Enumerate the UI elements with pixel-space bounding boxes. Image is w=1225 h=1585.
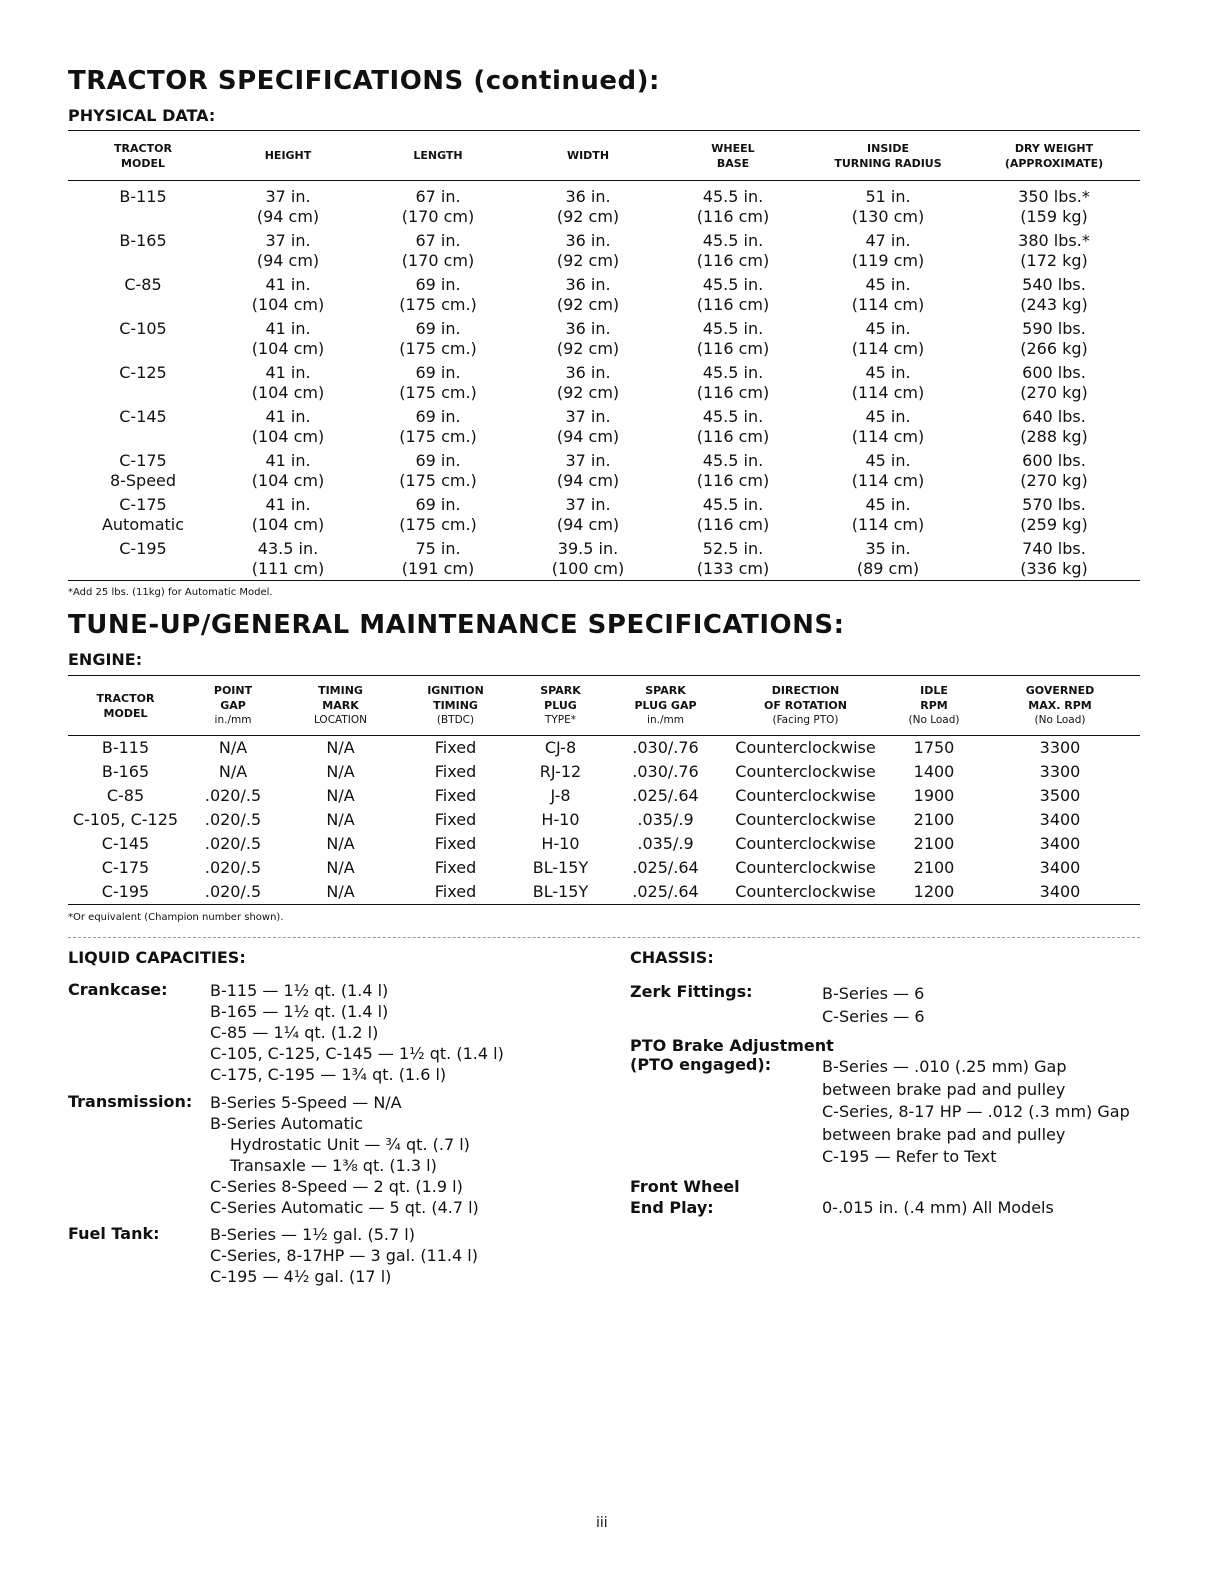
cell-idle-rpm: 1200 xyxy=(913,882,955,901)
cell-spark-plug-type: BL-15Y xyxy=(532,858,589,877)
cell-length: 69 in. (175 cm.) xyxy=(399,406,477,446)
header-width: WIDTH xyxy=(518,131,658,181)
table-row xyxy=(68,229,1140,273)
cell-governed-rpm: 3400 xyxy=(1039,858,1081,877)
header-tractor-model: TRACTOR MODEL xyxy=(68,676,183,736)
cell-weight: 570 lbs. (259 kg) xyxy=(1020,494,1088,534)
table-row xyxy=(68,317,1140,361)
cell-model: C-145 xyxy=(119,406,167,426)
cell-radius: 45 in. (114 cm) xyxy=(851,494,925,534)
list-item: C-Series — 6 xyxy=(822,1007,925,1026)
header-height: HEIGHT xyxy=(218,131,358,181)
physical-footnote: *Add 25 lbs. (11kg) for Automatic Model. xyxy=(68,587,273,598)
cell-height: 37 in. (94 cm) xyxy=(256,187,320,226)
engine-heading: ENGINE: xyxy=(68,650,143,669)
cell-spark-plug-gap: .025/.64 xyxy=(632,858,699,877)
cell-base: 45.5 in. (116 cm) xyxy=(696,362,770,402)
cell-height: 41 in. (104 cm) xyxy=(251,362,325,402)
cell-tractor-model: B-115 xyxy=(101,738,150,757)
cell-direction-rotation: Counterclockwise xyxy=(735,738,876,757)
cell-length: 69 in. (175 cm.) xyxy=(399,274,477,314)
cell-model: C-105 xyxy=(119,318,167,338)
crankcase-label: Crankcase: xyxy=(68,980,168,999)
cell-timing-mark: N/A xyxy=(326,882,355,901)
cell-idle-rpm: 1400 xyxy=(913,762,955,781)
list-item: C-Series, 8-17 HP — .012 (.3 mm) Gap xyxy=(822,1102,1130,1121)
table-row xyxy=(68,784,1140,808)
list-item: C-195 — Refer to Text xyxy=(822,1147,997,1166)
cell-timing-mark: N/A xyxy=(326,738,355,757)
cell-ignition-timing: Fixed xyxy=(434,858,477,877)
cell-idle-rpm: 2100 xyxy=(913,834,955,853)
list-item: B-Series 5-Speed — N/A xyxy=(210,1093,402,1112)
cell-width: 37 in. (94 cm) xyxy=(556,494,620,534)
cell-spark-plug-gap: .035/.9 xyxy=(637,834,694,853)
cell-tractor-model: C-145 xyxy=(101,834,150,853)
table-row xyxy=(68,405,1140,449)
cell-model: C-125 xyxy=(119,362,167,382)
table-row xyxy=(68,736,1140,761)
maintenance-title: TUNE-UP/GENERAL MAINTENANCE SPECIFICATIONS: xyxy=(68,610,845,640)
cell-base: 45.5 in. (116 cm) xyxy=(696,450,770,490)
cell-height: 37 in. (94 cm) xyxy=(256,230,320,270)
cell-spark-plug-gap: .025/.64 xyxy=(632,882,699,901)
front-wheel-value: 0-.015 in. (.4 mm) All Models xyxy=(822,1198,1054,1217)
table-header-row xyxy=(68,676,1140,736)
list-item: Transaxle — 1⅜ qt. (1.3 l) xyxy=(230,1156,437,1175)
list-item: between brake pad and pulley xyxy=(822,1124,1066,1144)
cell-width: 37 in. (94 cm) xyxy=(556,450,620,490)
cell-height: 41 in. (104 cm) xyxy=(251,274,325,314)
cell-height: 43.5 in. (111 cm) xyxy=(251,538,325,578)
cell-ignition-timing: Fixed xyxy=(434,882,477,901)
header-spark-plug-gap: SPARK PLUG GAP in./mm xyxy=(608,676,723,736)
cell-ignition-timing: Fixed xyxy=(434,786,477,805)
cell-governed-rpm: 3400 xyxy=(1039,834,1081,853)
chassis-heading: CHASSIS: xyxy=(630,948,714,967)
header-direction-rotation: DIRECTION OF ROTATION (Facing PTO) xyxy=(723,676,888,736)
cell-radius: 47 in. (119 cm) xyxy=(851,230,925,270)
table-row xyxy=(68,493,1140,537)
cell-base: 45.5 in. (116 cm) xyxy=(696,187,770,226)
cell-weight: 540 lbs. (243 kg) xyxy=(1020,274,1088,314)
section-divider xyxy=(68,937,1140,938)
cell-tractor-model: C-175 xyxy=(101,858,150,877)
pto-brake-values xyxy=(822,1056,1130,1169)
transmission-label: Transmission: xyxy=(68,1092,193,1111)
cell-weight: 600 lbs. (270 kg) xyxy=(1020,362,1088,402)
cell-spark-plug-gap: .030/.76 xyxy=(632,738,699,757)
cell-point-gap: N/A xyxy=(218,738,248,757)
physical-data-table xyxy=(68,130,1140,581)
cell-spark-plug-gap: .030/.76 xyxy=(632,762,699,781)
list-item: B-Series — 6 xyxy=(822,984,925,1003)
table-row xyxy=(68,181,1140,229)
cell-length: 69 in. (175 cm.) xyxy=(399,362,477,402)
cell-idle-rpm: 1900 xyxy=(913,786,955,805)
engine-footnote: *Or equivalent (Champion number shown). xyxy=(68,912,284,923)
cell-model: C-175 8-Speed xyxy=(109,450,177,490)
cell-weight: 640 lbs. (288 kg) xyxy=(1020,406,1088,446)
cell-width: 36 in. (92 cm) xyxy=(556,274,620,314)
cell-spark-plug-type: RJ-12 xyxy=(539,762,582,781)
header-tractor-model: TRACTOR MODEL xyxy=(68,131,218,181)
cell-length: 69 in. (175 cm.) xyxy=(399,450,477,490)
cell-base: 52.5 in. (133 cm) xyxy=(696,538,770,578)
header-wheel-base: WHEEL BASE xyxy=(658,131,808,181)
cell-weight: 350 lbs.* (159 kg) xyxy=(1018,187,1090,226)
cell-spark-plug-gap: .035/.9 xyxy=(637,810,694,829)
cell-length: 69 in. (175 cm.) xyxy=(399,494,477,534)
cell-weight: 590 lbs. (266 kg) xyxy=(1020,318,1088,358)
header-length: LENGTH xyxy=(358,131,518,181)
cell-model: C-85 xyxy=(124,274,162,294)
cell-weight: 600 lbs. (270 kg) xyxy=(1020,450,1088,490)
cell-point-gap: .020/.5 xyxy=(204,858,262,877)
list-item: C-Series, 8-17HP — 3 gal. (11.4 l) xyxy=(210,1246,478,1265)
cell-height: 41 in. (104 cm) xyxy=(251,450,325,490)
cell-idle-rpm: 2100 xyxy=(913,810,955,829)
header-spark-plug-type: SPARK PLUG TYPE* xyxy=(513,676,608,736)
header-turning-radius: INSIDE TURNING RADIUS xyxy=(808,131,968,181)
cell-radius: 45 in. (114 cm) xyxy=(851,362,925,402)
cell-point-gap: N/A xyxy=(218,762,248,781)
engine-table xyxy=(68,675,1140,905)
cell-weight: 380 lbs.* (172 kg) xyxy=(1018,230,1090,270)
cell-point-gap: .020/.5 xyxy=(204,810,262,829)
list-item: B-Series Automatic xyxy=(210,1114,364,1133)
cell-idle-rpm: 2100 xyxy=(913,858,955,877)
cell-spark-plug-type: H-10 xyxy=(541,810,580,829)
cell-radius: 45 in. (114 cm) xyxy=(851,406,925,446)
table-row xyxy=(68,361,1140,405)
header-timing-mark: TIMING MARK LOCATION xyxy=(283,676,398,736)
cell-spark-plug-type: J-8 xyxy=(550,786,571,805)
cell-model: B-115 xyxy=(119,187,167,206)
cell-spark-plug-type: CJ-8 xyxy=(544,738,577,757)
cell-timing-mark: N/A xyxy=(326,762,355,781)
cell-width: 36 in. (92 cm) xyxy=(556,362,620,402)
cell-radius: 35 in. (89 cm) xyxy=(856,538,920,578)
cell-timing-mark: N/A xyxy=(326,834,355,853)
cell-governed-rpm: 3400 xyxy=(1039,810,1081,829)
cell-direction-rotation: Counterclockwise xyxy=(735,834,876,853)
cell-height: 41 in. (104 cm) xyxy=(251,494,325,534)
cell-ignition-timing: Fixed xyxy=(434,810,477,829)
cell-spark-plug-type: H-10 xyxy=(541,834,580,853)
cell-height: 41 in. (104 cm) xyxy=(251,406,325,446)
cell-width: 36 in. (92 cm) xyxy=(556,230,620,270)
cell-width: 39.5 in. (100 cm) xyxy=(551,538,625,578)
list-item: C-85 — 1¼ qt. (1.2 l) xyxy=(210,1023,379,1042)
list-item: B-115 — 1½ qt. (1.4 l) xyxy=(210,981,389,1000)
cell-tractor-model: C-195 xyxy=(101,882,150,901)
header-ignition-timing: IGNITION TIMING (BTDC) xyxy=(398,676,513,736)
table-row xyxy=(68,760,1140,784)
page-title-main: TRACTOR SPECIFICATIONS xyxy=(68,66,464,96)
zerk-fittings-label: Zerk Fittings: xyxy=(630,982,753,1001)
cell-idle-rpm: 1750 xyxy=(913,738,955,757)
cell-length: 67 in. (170 cm) xyxy=(401,187,475,226)
physical-data-heading: PHYSICAL DATA: xyxy=(68,106,216,125)
cell-timing-mark: N/A xyxy=(326,858,355,877)
page-title-continued: (continued): xyxy=(473,66,660,96)
cell-tractor-model: B-165 xyxy=(101,762,150,781)
table-header-row xyxy=(68,131,1140,181)
cell-governed-rpm: 3300 xyxy=(1039,738,1081,757)
cell-direction-rotation: Counterclockwise xyxy=(735,810,876,829)
cell-tractor-model: C-105, C-125 xyxy=(72,810,179,829)
zerk-fittings-values xyxy=(822,982,925,1028)
table-row xyxy=(68,537,1140,581)
list-item: C-Series 8-Speed — 2 qt. (1.9 l) xyxy=(210,1177,463,1196)
list-item: C-105, C-125, C-145 — 1½ qt. (1.4 l) xyxy=(210,1044,504,1063)
cell-ignition-timing: Fixed xyxy=(434,834,477,853)
cell-point-gap: .020/.5 xyxy=(204,834,262,853)
list-item: between brake pad and pulley xyxy=(822,1079,1066,1099)
cell-direction-rotation: Counterclockwise xyxy=(735,762,876,781)
cell-ignition-timing: Fixed xyxy=(434,762,477,781)
table-row xyxy=(68,832,1140,856)
list-item: B-165 — 1½ qt. (1.4 l) xyxy=(210,1002,389,1021)
table-row xyxy=(68,808,1140,832)
cell-direction-rotation: Counterclockwise xyxy=(735,786,876,805)
header-point-gap: POINT GAP in./mm xyxy=(183,676,283,736)
fuel-tank-label: Fuel Tank: xyxy=(68,1224,160,1243)
cell-ignition-timing: Fixed xyxy=(434,738,477,757)
cell-governed-rpm: 3300 xyxy=(1039,762,1081,781)
liquid-capacities-heading: LIQUID CAPACITIES: xyxy=(68,948,246,967)
cell-height: 41 in. (104 cm) xyxy=(251,318,325,358)
cell-width: 36 in. (92 cm) xyxy=(556,187,620,226)
cell-radius: 45 in. (114 cm) xyxy=(851,450,925,490)
cell-base: 45.5 in. (116 cm) xyxy=(696,406,770,446)
table-row xyxy=(68,856,1140,880)
cell-length: 75 in. (191 cm) xyxy=(401,538,475,578)
list-item: C-175, C-195 — 1¾ qt. (1.6 l) xyxy=(210,1065,447,1084)
cell-base: 45.5 in. (116 cm) xyxy=(696,230,770,270)
pto-brake-label: PTO Brake Adjustment (PTO engaged): xyxy=(630,1036,834,1074)
crankcase-values xyxy=(210,980,504,1085)
cell-model: C-175 Automatic xyxy=(101,494,185,534)
cell-width: 37 in. (94 cm) xyxy=(556,406,620,446)
cell-direction-rotation: Counterclockwise xyxy=(735,858,876,877)
cell-model: B-165 xyxy=(119,230,167,250)
header-dry-weight: DRY WEIGHT (APPROXIMATE) xyxy=(968,131,1140,181)
cell-point-gap: .020/.5 xyxy=(204,882,262,901)
cell-width: 36 in. (92 cm) xyxy=(556,318,620,358)
cell-length: 67 in. (170 cm) xyxy=(401,230,475,270)
table-row xyxy=(68,449,1140,493)
list-item: Hydrostatic Unit — ¾ qt. (.7 l) xyxy=(230,1135,470,1154)
table-row xyxy=(68,880,1140,905)
cell-spark-plug-type: BL-15Y xyxy=(532,882,589,901)
list-item: C-195 — 4½ gal. (17 l) xyxy=(210,1267,392,1286)
transmission-values xyxy=(210,1092,479,1218)
cell-base: 45.5 in. (116 cm) xyxy=(696,318,770,358)
cell-governed-rpm: 3500 xyxy=(1039,786,1081,805)
header-governed-rpm: GOVERNED MAX. RPM (No Load) xyxy=(980,676,1140,736)
cell-timing-mark: N/A xyxy=(326,810,355,829)
front-wheel-label: Front Wheel End Play: xyxy=(630,1177,740,1217)
list-item: B-Series — .010 (.25 mm) Gap xyxy=(822,1057,1067,1076)
cell-model: C-195 xyxy=(119,538,167,558)
cell-weight: 740 lbs. (336 kg) xyxy=(1020,538,1088,578)
cell-radius: 45 in. (114 cm) xyxy=(851,274,925,314)
cell-point-gap: .020/.5 xyxy=(204,786,262,805)
list-item: C-Series Automatic — 5 qt. (4.7 l) xyxy=(210,1198,479,1217)
cell-tractor-model: C-85 xyxy=(106,786,145,805)
cell-governed-rpm: 3400 xyxy=(1039,882,1081,901)
list-item: B-Series — 1½ gal. (5.7 l) xyxy=(210,1225,415,1244)
page-title xyxy=(68,66,660,96)
cell-spark-plug-gap: .025/.64 xyxy=(632,786,699,805)
cell-base: 45.5 in. (116 cm) xyxy=(696,494,770,534)
cell-timing-mark: N/A xyxy=(326,786,355,805)
page-number: iii xyxy=(596,1515,608,1531)
cell-base: 45.5 in. (116 cm) xyxy=(696,274,770,314)
table-row xyxy=(68,273,1140,317)
fuel-tank-values xyxy=(210,1224,478,1287)
cell-direction-rotation: Counterclockwise xyxy=(735,882,876,901)
header-idle-rpm: IDLE RPM (No Load) xyxy=(888,676,980,736)
cell-radius: 45 in. (114 cm) xyxy=(851,318,925,358)
cell-radius: 51 in. (130 cm) xyxy=(851,187,925,226)
cell-length: 69 in. (175 cm.) xyxy=(399,318,477,358)
